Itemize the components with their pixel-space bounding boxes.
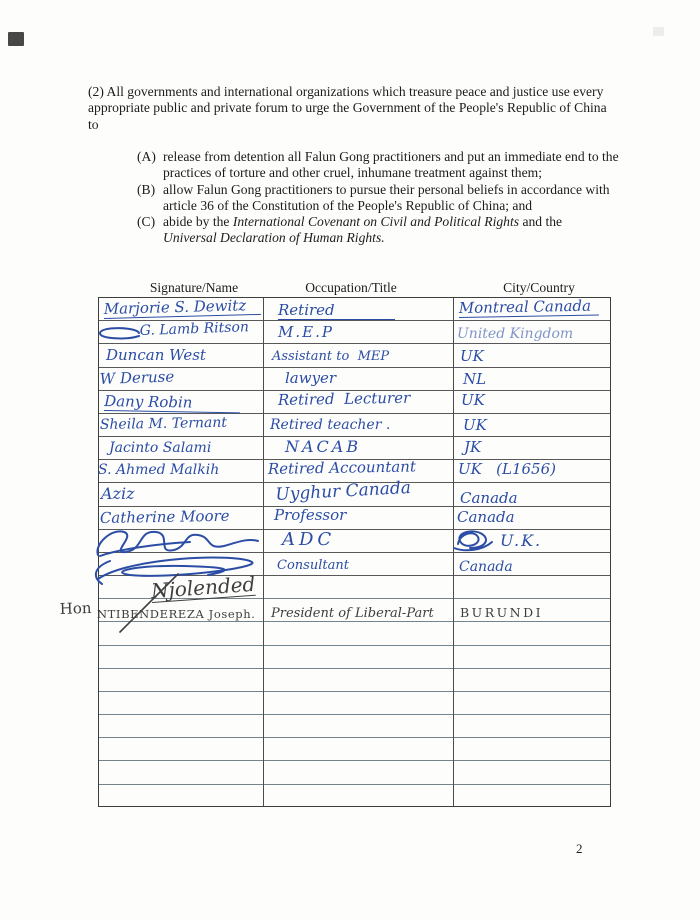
- empty-table-row: [99, 692, 610, 715]
- crossed-out-scribble-row11: [452, 528, 494, 552]
- empty-table-row: [99, 669, 610, 692]
- signature-name-row2: G. Lamb Ritson: [139, 319, 250, 339]
- clause-c-covenant-title: International Covenant on Civil and Political Rights: [232, 214, 520, 230]
- city-row6: UK: [463, 416, 487, 434]
- empty-table-row: [99, 761, 610, 784]
- occupation-row6: Retired teacher .: [270, 417, 391, 433]
- occupation-row14: President of Liberal-Part: [271, 606, 434, 621]
- occupation-row8: Retired Accountant: [267, 457, 417, 478]
- occupation-row10: Professor: [274, 506, 347, 524]
- header-signature-name: Signature/Name: [149, 280, 239, 295]
- occupation-row2: M.E.P: [278, 323, 334, 341]
- city-row3: UK: [460, 347, 484, 365]
- signature-name-row1: Marjorie S. Dewitz: [104, 298, 261, 319]
- occupation-row7: NACAB: [285, 437, 362, 456]
- signature-name-row3: Duncan West: [106, 346, 206, 364]
- signature-loop-row2: [97, 326, 141, 342]
- clause-c: [137, 214, 619, 247]
- signature-name-row9: Aziz: [101, 484, 135, 503]
- header-occupation-title: Occupation/Title: [305, 280, 397, 295]
- column-divider: [453, 298, 454, 806]
- signature-name-row4: W Deruse: [99, 367, 175, 388]
- clause-a-text: release from detention all Falun Gong practitioners and put an immediate end to the practices of torture and other cruel, inhumane treatment against them;: [163, 149, 619, 181]
- occupation-row1: Retired: [278, 303, 395, 320]
- signature-name-row14: NTIBENDEREZA Joseph.: [97, 607, 256, 621]
- city-row9: Canada: [460, 489, 518, 507]
- city-row10: Canada: [457, 508, 515, 526]
- clause-b-text: allow Falun Gong practitioners to pursue their personal beliefs in accordance with article 36 of the Constitution of the People's Republic of China; and: [163, 181, 610, 213]
- clause-c-declaration-title: Universal Declaration of Human Rights.: [163, 230, 385, 246]
- clause-c-part1: abide by the: [163, 214, 233, 230]
- signature-name-row10: Catherine Moore: [99, 506, 230, 527]
- occupation-row4: lawyer: [285, 369, 337, 387]
- petition-clauses: [137, 149, 619, 247]
- city-row1: Montreal Canada: [459, 299, 599, 318]
- occupation-row9: Uyghur Canada: [275, 477, 412, 505]
- empty-table-row: [99, 715, 610, 738]
- occupation-row11: ADC: [282, 529, 336, 550]
- occupation-row3: Assistant to MEP: [272, 349, 390, 364]
- city-row14: BURUNDI: [460, 605, 544, 620]
- page-number: 2: [576, 841, 583, 856]
- occupation-row12: Consultant: [277, 558, 349, 573]
- city-row2: United Kingdom: [457, 326, 574, 342]
- honorific-prefix-row14: Hon: [59, 598, 92, 618]
- empty-table-row: [99, 738, 610, 761]
- occupation-row5: Retired Lecturer: [277, 388, 411, 409]
- signature-name-row6: Sheila M. Ternant: [99, 414, 228, 433]
- empty-table-row: [99, 785, 610, 808]
- empty-table-row: [99, 646, 610, 669]
- city-row8: UK (L1656): [458, 460, 556, 478]
- column-divider: [263, 298, 264, 806]
- city-row7: JK: [464, 438, 482, 456]
- clause-b: [137, 182, 619, 215]
- clause-a: [137, 149, 619, 182]
- clause-a-label: (A): [137, 149, 156, 164]
- signature-name-row5: Dany Robin: [104, 394, 241, 413]
- clause-c-part3: and the: [519, 214, 563, 230]
- signature-name-row8: S. Ahmed Malkih: [98, 462, 220, 478]
- clause-c-label: (C): [137, 214, 156, 230]
- city-row4: NL: [463, 370, 487, 388]
- header-city-country: City/Country: [503, 280, 575, 295]
- petition-intro-paragraph: (2) All governments and international organizations which treasure peace and justice use every appropriate public and private forum to urge the Government of the People's Republic of China to: [88, 84, 607, 132]
- signature-name-row7: Jacinto Salami: [109, 440, 212, 456]
- table-row: [99, 368, 610, 391]
- city-row12: Canada: [459, 559, 513, 575]
- clause-b-label: (B): [137, 181, 156, 197]
- city-row5: UK: [461, 391, 485, 409]
- scan-artifact-smudge: [653, 27, 664, 36]
- scan-artifact-mark: [8, 32, 24, 46]
- signature-flourish-stroke: [116, 572, 182, 634]
- city-row11: U.K.: [500, 531, 543, 550]
- signature-name-row13: Njolended: [150, 571, 257, 603]
- clause-c-text: [163, 214, 619, 247]
